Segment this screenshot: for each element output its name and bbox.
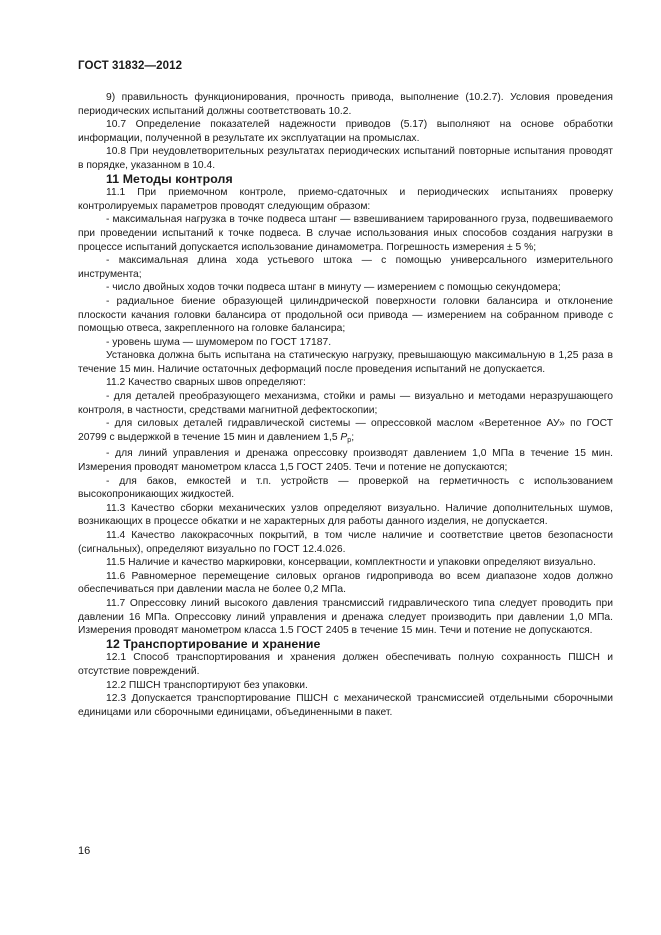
paragraph: 12.2 ПШСН транспортируют без упаковки.: [106, 679, 308, 691]
pressure-symbol: P: [340, 431, 348, 443]
list-item: - максимальная длина хода устьевого штока — с помощью универсального измерительного инструмента;: [78, 255, 613, 280]
paragraph: 12.3 Допускается транспортирование ПШСН с механической трансмиссией отдельными сборочными единицами или сборочными единицами, объединенными в пакет.: [78, 693, 613, 718]
list-item: - число двойных ходов точки подвеса штанг в минуту — измерением с помощью секундомера;: [106, 282, 561, 294]
paragraph: 11.5 Наличие и качество маркировки, консервации, комплектности и упаковки определяют визуально.: [106, 557, 596, 569]
paragraph: 10.8 При неудовлетворительных результатах периодических испытаний повторные испытания проводят в порядке, указанном в 10.4.: [78, 146, 613, 171]
paragraph: 11.1 При приемочном контроле, приемо-сдаточных и периодических испытаниях проверку контролируемых параметров проводят следующим образом:: [78, 187, 613, 212]
page-number: 16: [78, 845, 91, 857]
section-heading-12: 12 Транспортирование и хранение: [106, 636, 321, 651]
list-item: - максимальная нагрузка в точке подвеса штанг — взвешиванием тарированного груза, подвешиваемого при проведении испытаний к точке подвеса. В случае использования иных способов создания нагрузки в процессе испытаний допускается использование динамометра. Погрешность измерения ± 5 %;: [78, 214, 613, 253]
pressure-subscript: р: [347, 436, 352, 444]
paragraph: 11.7 Опрессовку линий высокого давления трансмиссий гидравлического типа следует проводить при давлении 16 МПа. Опрессовку линий управления и дренажа следует производить при давлении 1,0 МПа. Измерения проводят манометром класса 1.5 ГОСТ 2405 в течение 15 мин. Течи и потение не допускаются.: [78, 597, 613, 637]
paragraph: 11.2 Качество сварных швов определяют:: [106, 377, 306, 389]
list-item: - для линий управления и дренажа опрессовку производят давлением 1,0 МПа в течение 15 мин. Измерения проводят манометром класса 1,5 ГОСТ 2405. Течи и потение не допускаются;: [78, 448, 613, 474]
paragraph: 11.4 Качество лакокрасочных покрытий, в том числе наличие и соответствие цветов безопасности (сигнальных), определяют визуально по ГОСТ 12.4.026.: [78, 530, 613, 555]
list-item-pressure: [78, 417, 613, 447]
list-item: - уровень шума — шумомером по ГОСТ 17187.: [106, 336, 332, 348]
paragraph: 10.7 Определение показателей надежности приводов (5.17) выполняют на основе обработки информации, полученной в результате их эксплуатации на промыслах.: [78, 119, 613, 144]
pressure-text: - для силовых деталей гидравлической системы — опрессовкой маслом «Веретенное АУ» по ГОСТ 20799 с выдержкой в течение 15 мин и давлением 1,5: [78, 418, 613, 443]
paragraph: 9) правильность функционирования, прочность привода, выполнение (10.2.7). Условия проведения периодических испытаний должны соответствовать 10.2.: [78, 92, 613, 117]
list-item: - для баков, емкостей и т.п. устройств — проверкой на герметичность с использованием высокопроникающих жидкостей.: [78, 475, 613, 501]
section-heading-11: 11 Методы контроля: [106, 171, 233, 186]
paragraph: 12.1 Способ транспортирования и хранения должен обеспечивать полную сохранность ПШСН и отсутствие повреждений.: [78, 652, 613, 677]
pressure-end: ;: [351, 431, 355, 443]
paragraph: Установка должна быть испытана на статическую нагрузку, превышающую максимальную в 1,25 раза в течение 15 мин. Наличие остаточных деформаций после проведения испытаний не допускается.: [78, 350, 613, 375]
paragraph: 11.6 Равномерное перемещение силовых органов гидропривода во всем диапазоне ходов должно обеспечиваться при давлении масла не более 0,2 МПа.: [78, 570, 613, 596]
list-item: - для деталей преобразующего механизма, стойки и рамы — визуально и методами неразрушающего контроля, в частности, средствами магнитной дефектоскопии;: [78, 391, 613, 416]
document-body: [78, 91, 613, 719]
document-header: ГОСТ 31832—2012: [78, 60, 183, 72]
list-item: - радиальное биение образующей цилиндрической поверхности головки балансира и отклонение плоскости качания головки балансира от продольной оси привода — измерением на собранном приводе с помощью отвеса, закрепленного на головке балансира;: [78, 295, 613, 335]
paragraph: 11.3 Качество сборки механических узлов определяют визуально. Наличие дополнительных шумов, возникающих в процессе обкатки и не характерных для работы данного изделия, не допускается.: [78, 502, 613, 528]
